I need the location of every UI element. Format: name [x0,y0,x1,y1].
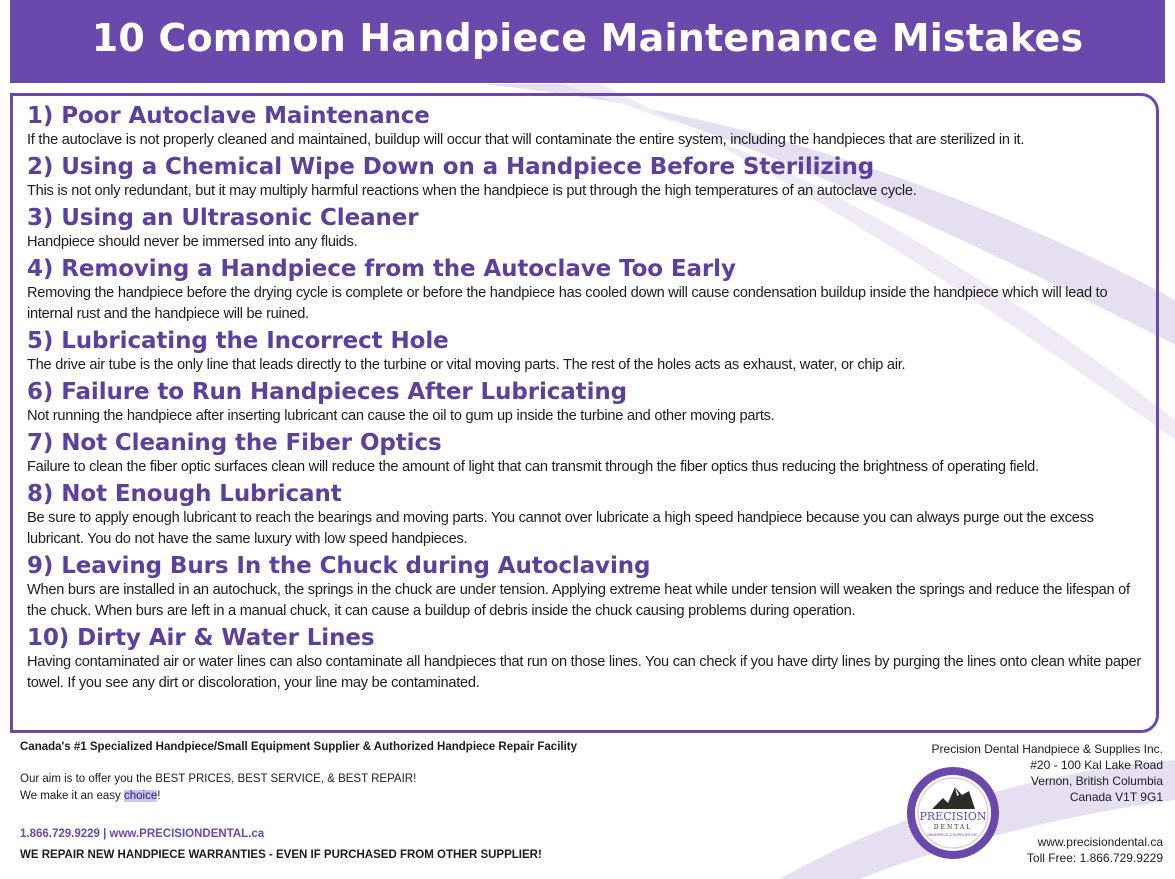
address-city: Vernon, British Columbia [1030,774,1163,788]
address-street: #20 - 100 Kal Lake Road [1030,758,1163,772]
footer-warranty: WE REPAIR NEW HANDPIECE WARRANTIES - EVEN IF PURCHASED FROM OTHER SUPPLIER! [20,849,542,861]
item-heading: 6) Failure to Run Handpieces After Lubricating [27,379,627,405]
mistakes-list [27,103,1147,697]
item-heading: 8) Not Enough Lubricant [27,481,342,507]
item-text: The drive air tube is the only line that leads directly to the turbine or vital moving parts. The rest of the holes acts as exhaust, water, or chip air. [27,357,906,373]
item-text: Removing the handpiece before the drying cycle is complete or before the handpiece has cooled down will cause condensation buildup inside the handpiece which will lead to internal rust and the handpiece will be ruined. [27,285,1108,322]
item-text: Handpiece should never be immersed into any fluids. [27,234,358,250]
company-name: Precision Dental Handpiece & Supplies Inc. [931,742,1163,756]
item-heading: 2) Using a Chemical Wipe Down on a Handpiece Before Sterilizing [27,154,875,180]
item-heading: 4) Removing a Handpiece from the Autoclave Too Early [27,256,736,282]
item-text: Failure to clean the fiber optic surfaces clean will reduce the amount of light that can transmit through the fiber optics thus reducing the brightness of operating field. [27,459,1039,475]
list-item [27,328,1147,376]
list-item [27,553,1147,622]
address-country: Canada V1T 9G1 [1069,790,1163,804]
website-link[interactable]: www.precisiondental.ca [1037,835,1163,849]
page-title: 10 Common Handpiece Maintenance Mistakes [91,16,1084,60]
item-heading: 1) Poor Autoclave Maintenance [27,103,430,129]
precision-dental-logo [905,765,1001,861]
company-web-contact [1027,834,1163,866]
mistakes-panel [10,93,1159,733]
toll-free: Toll Free: 1.866.729.9229 [1026,851,1163,865]
footer-contact-link[interactable]: 1.866.729.9229 | www.PRECISIONDENTAL.ca [20,828,265,840]
list-item [27,430,1147,478]
item-heading: 3) Using an Ultrasonic Cleaner [27,205,419,231]
list-item [27,481,1147,550]
easy-prefix: We make it an easy [20,790,124,802]
list-item [27,103,1147,151]
item-heading: 9) Leaving Burs In the Chuck during Autoclaving [27,553,651,579]
logo-name: PRECISION [919,810,987,823]
item-text: Be sure to apply enough lubricant to reach the bearings and moving parts. You cannot over lubricate a high speed handpiece because you can always purge out the excess lubricant. You do not have the same luxury with low speed handpieces. [27,510,1094,547]
list-item [27,379,1147,427]
item-text: When burs are installed in an autochuck, the springs in the chuck are under tension. Applying extreme heat while under tension will weaken the springs and reduce the lifespan of the chuck. When burs are left in a manual chuck, it can cause a buildup of debris inside the chuck causing problems during operation. [27,582,1130,619]
footer-tagline: Canada's #1 Specialized Handpiece/Small Equipment Supplier & Authorized Handpiece Repair Facility [20,741,578,753]
list-item [27,625,1147,694]
item-text: This is not only redundant, but it may multiply harmful reactions when the handpiece is put through the high temperatures of an autoclave cycle. [27,183,917,199]
logo-sub: DENTAL [933,824,973,831]
item-text: Not running the handpiece after inserting lubricant can cause the oil to gum up inside the turbine and other moving parts. [27,408,775,424]
item-text: If the autoclave is not properly cleaned and maintained, buildup will occur that will contaminate the entire system, including the handpieces that are sterilized in it. [27,132,1025,148]
header-banner [10,0,1165,83]
list-item [27,256,1147,325]
list-item [27,205,1147,253]
list-item [27,154,1147,202]
footer-easy-choice [20,790,160,802]
item-heading: 7) Not Cleaning the Fiber Optics [27,430,442,456]
easy-suffix: ! [157,790,161,802]
choice-highlight: choice [123,790,158,802]
footer-aim: Our aim is to offer you the BEST PRICES, BEST SERVICE, & BEST REPAIR! [20,773,417,785]
item-text: Having contaminated air or water lines can also contaminate all handpieces that run on those lines. You can check if you have dirty lines by purging the lines onto clean white paper towel. If you see any dirt or discoloration, your line may be contaminated. [27,654,1142,691]
logo-small: HANDPIECE & SUPPLIES INC. [927,833,979,837]
item-heading: 10) Dirty Air & Water Lines [27,625,375,651]
item-heading: 5) Lubricating the Incorrect Hole [27,328,449,354]
